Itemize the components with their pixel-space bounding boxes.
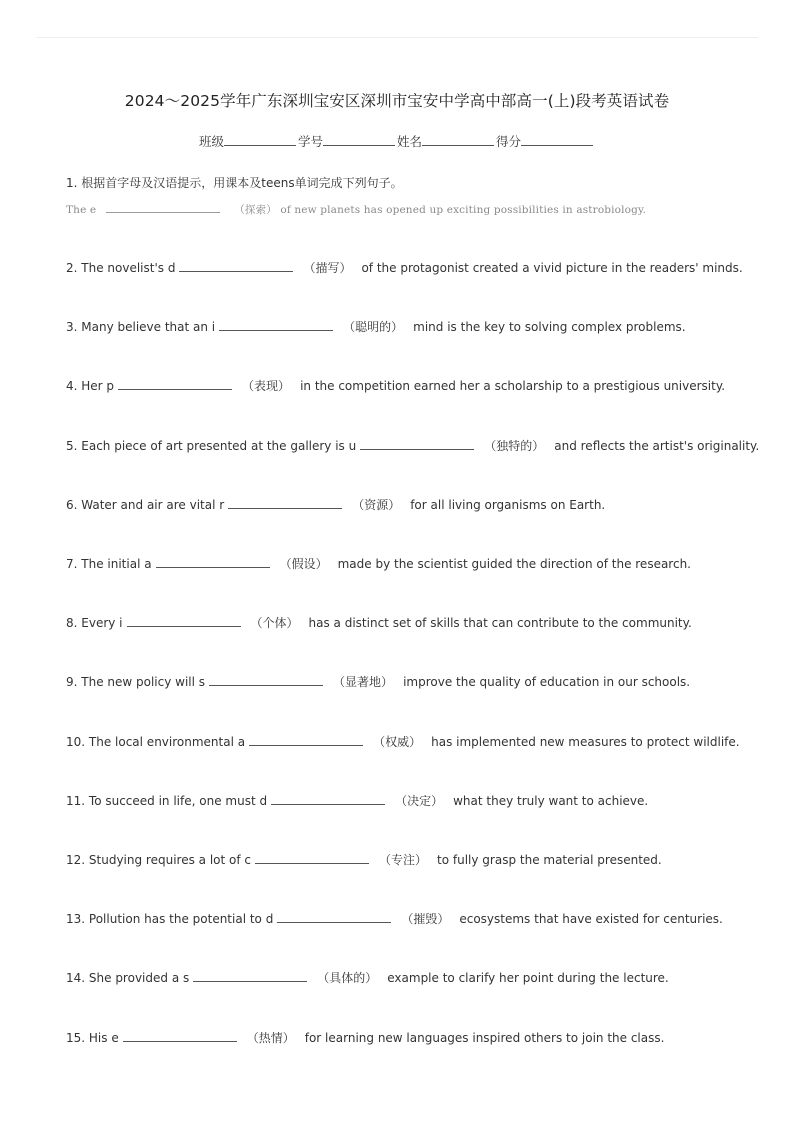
name-blank: [422, 131, 494, 146]
answer-blank[interactable]: [156, 553, 270, 568]
question-text-before: 3. Many believe that an i: [66, 320, 216, 335]
question-text-before: 10. The local environmental a: [66, 734, 246, 749]
question-text-before: 7. The initial a: [66, 557, 152, 571]
chinese-hint: （聪明的）: [343, 320, 404, 335]
question-text-after: for all living organisms on Earth.: [410, 497, 606, 512]
example-before: The e: [66, 204, 97, 216]
question-text-after: example to clarify her point during the lecture.: [387, 971, 669, 986]
question-text-after: and reflects the artist's originality.: [554, 438, 760, 453]
question-text-after: mind is the key to solving complex problems.: [413, 320, 686, 335]
answer-blank[interactable]: [249, 731, 363, 746]
question-text-after: for learning new languages inspired others to join the class.: [304, 1030, 665, 1045]
question-text-after: has implemented new measures to protect wildlife.: [431, 734, 740, 749]
chinese-hint: （表现）: [242, 379, 291, 394]
question-item: [66, 435, 759, 454]
question-item: [66, 1027, 664, 1046]
class-label: 班级: [198, 134, 224, 149]
name-label: 姓名: [397, 134, 423, 149]
chinese-hint: （专注）: [379, 853, 428, 867]
question-text-before: 9. The new policy will s: [66, 675, 206, 690]
chinese-hint: （资源）: [352, 497, 401, 512]
score-label: 得分: [496, 134, 522, 149]
question-text-after: what they truly want to achieve.: [453, 793, 649, 808]
question-text-before: 14. She provided a s: [66, 971, 190, 986]
question-item: [66, 849, 662, 868]
answer-blank[interactable]: [127, 612, 241, 627]
student-id-blank: [323, 131, 395, 146]
question-item: [66, 375, 725, 394]
answer-blank[interactable]: [228, 494, 342, 509]
question-item: [66, 731, 740, 750]
chinese-hint: （显著地）: [333, 675, 394, 690]
answer-blank[interactable]: [193, 967, 307, 982]
question-item: [66, 257, 743, 276]
question-text-after: to fully grasp the material presented.: [437, 853, 662, 867]
question-text-before: 8. Every i: [66, 616, 123, 631]
answer-blank[interactable]: [277, 908, 391, 923]
question-item: [66, 671, 690, 690]
question-item: [66, 790, 648, 809]
class-blank: [224, 131, 296, 146]
answer-blank[interactable]: [123, 1027, 237, 1042]
chinese-hint: （具体的）: [317, 971, 378, 986]
chinese-hint: （独特的）: [484, 438, 545, 453]
question-text-before: 2. The novelist's d: [66, 261, 176, 275]
question-item: [66, 967, 669, 986]
answer-blank[interactable]: [118, 375, 232, 390]
answer-blank[interactable]: [271, 790, 385, 805]
chinese-hint: （决定）: [395, 793, 444, 808]
question-item: [66, 494, 605, 513]
page-title: 2024～2025学年广东深圳宝安区深圳市宝安中学高中部高一(上)段考英语试卷: [124, 92, 670, 110]
question-text-before: 4. Her p: [66, 379, 115, 394]
question-item: [66, 908, 723, 927]
chinese-hint: （个体）: [250, 616, 299, 631]
example-after: of new planets has opened up exciting possibilities in astrobiology.: [280, 204, 647, 216]
student-id-label: 学号: [297, 134, 323, 149]
question-text-before: 6. Water and air are vital r: [66, 497, 225, 512]
question-item: [66, 612, 692, 631]
example-hint: （探索）: [234, 204, 277, 216]
example-blank: [106, 200, 220, 213]
question-item: [66, 553, 691, 572]
answer-blank[interactable]: [360, 435, 474, 450]
question-text-before: 15. His e: [66, 1030, 119, 1045]
answer-blank[interactable]: [179, 257, 293, 272]
student-info-line: [0, 131, 794, 150]
answer-blank[interactable]: [209, 671, 323, 686]
question-text-after: ecosystems that have existed for centuries.: [459, 912, 723, 927]
question-item: [66, 316, 686, 335]
chinese-hint: （摧毁）: [401, 912, 450, 927]
answer-blank[interactable]: [219, 316, 333, 331]
question-text-after: of the protagonist created a vivid picture in the readers' minds.: [361, 261, 743, 275]
question-text-after: in the competition earned her a scholarship to a prestigious university.: [300, 379, 726, 394]
question-text-after: improve the quality of education in our schools.: [403, 675, 691, 690]
section-instruction: 1. 根据首字母及汉语提示，用课本及teens单词完成下列句子。: [66, 176, 403, 190]
question-text-after: made by the scientist guided the direction of the research.: [337, 557, 691, 571]
question-text-before: 13. Pollution has the potential to d: [66, 912, 274, 927]
question-text-before: 11. To succeed in life, one must d: [66, 793, 268, 808]
question-text-after: has a distinct set of skills that can contribute to the community.: [308, 616, 692, 631]
score-blank: [521, 131, 593, 146]
answer-blank[interactable]: [255, 849, 369, 864]
top-divider: [36, 37, 758, 38]
question-text-before: 5. Each piece of art presented at the gallery is u: [66, 438, 357, 453]
chinese-hint: （假设）: [279, 557, 328, 571]
question-text-before: 12. Studying requires a lot of c: [66, 853, 251, 867]
chinese-hint: （描写）: [303, 261, 352, 275]
example-sentence: [66, 200, 646, 217]
chinese-hint: （热情）: [246, 1030, 295, 1045]
chinese-hint: （权威）: [373, 734, 422, 749]
